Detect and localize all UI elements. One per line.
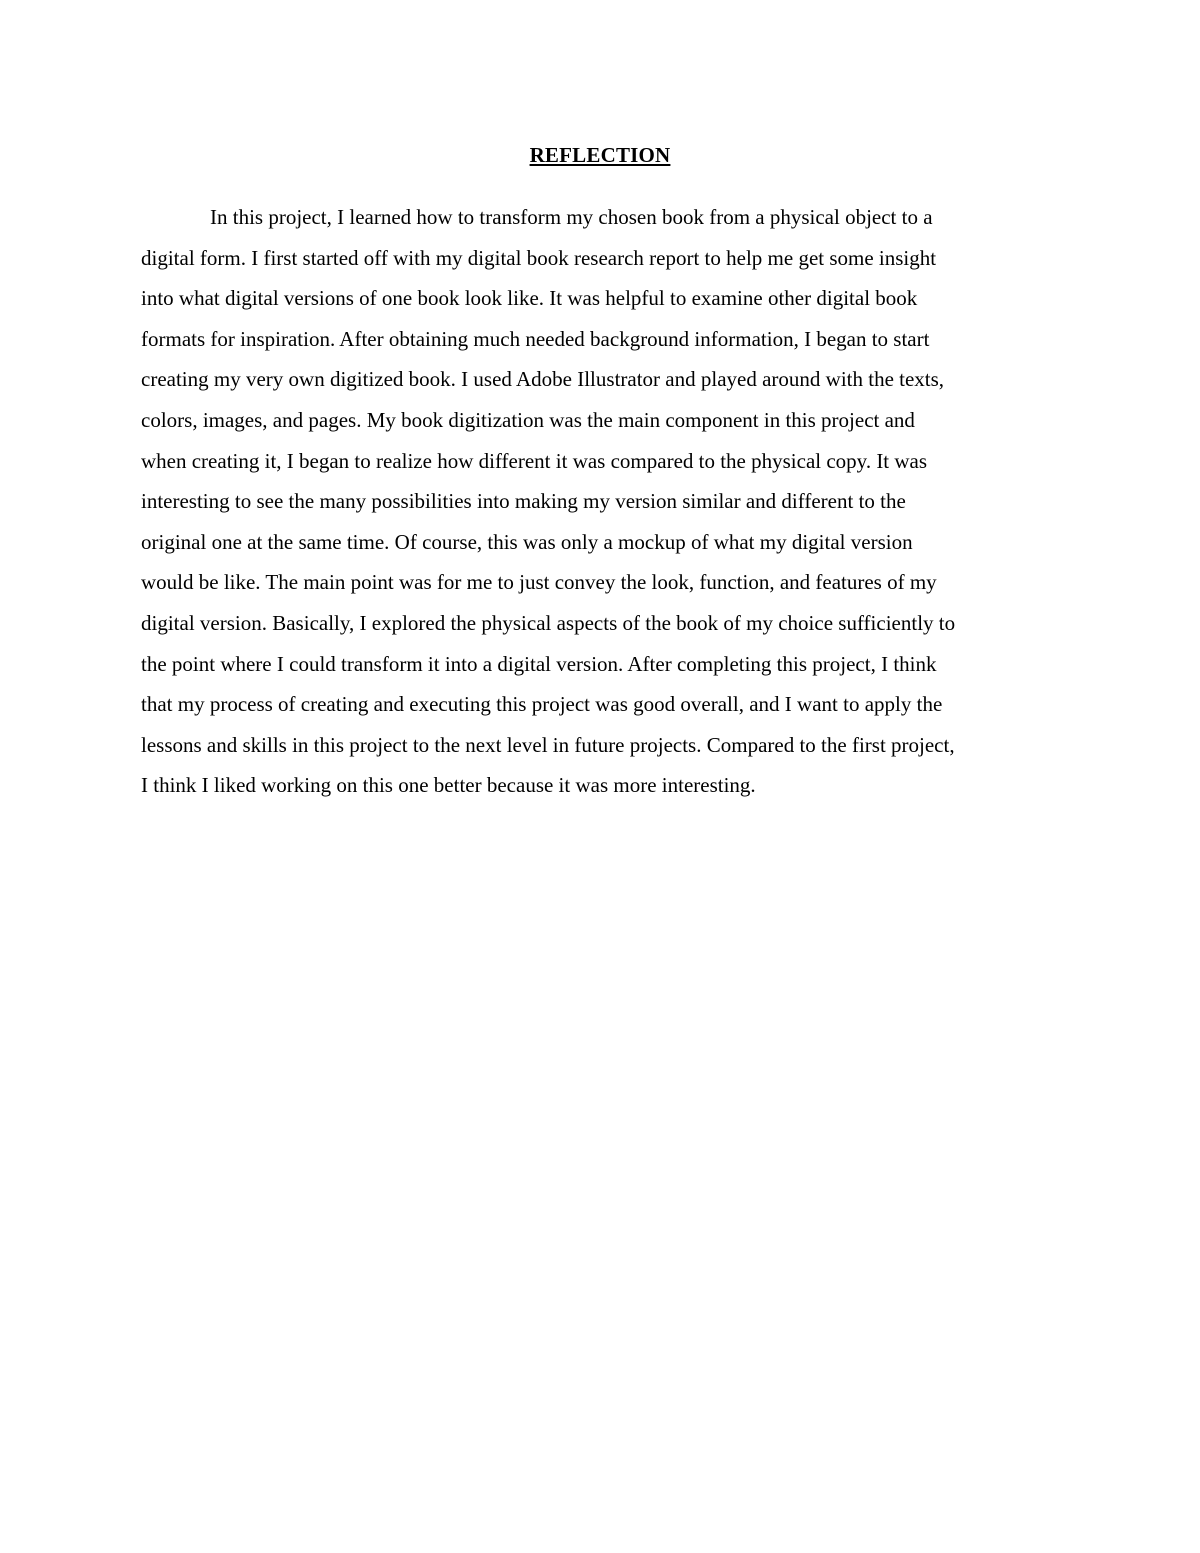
paragraph-line: lessons and skills in this project to the next level in future projects. Compared to the first project,: [141, 732, 955, 757]
paragraph-line: original one at the same time. Of course, this was only a mockup of what my digital version: [141, 529, 913, 554]
paragraph-line: colors, images, and pages. My book digitization was the main component in this project and: [141, 407, 915, 432]
paragraph-line: that my process of creating and executing this project was good overall, and I want to apply the: [141, 692, 943, 717]
page-title: REFLECTION: [529, 143, 671, 167]
paragraph-line: In this project, I learned how to transform my chosen book from a physical object to a: [210, 205, 933, 229]
paragraph-line: when creating it, I began to realize how different it was compared to the physical copy. It was: [141, 448, 928, 473]
paragraph-line: creating my very own digitized book. I used Adobe Illustrator and played around with the texts,: [141, 367, 945, 392]
paragraph-line: the point where I could transform it into a digital version. After completing this project, I think: [141, 651, 937, 676]
paragraph-line: digital version. Basically, I explored the physical aspects of the book of my choice sufficiently to: [141, 610, 956, 635]
paragraph-line: formats for inspiration. After obtaining much needed background information, I began to start: [141, 326, 930, 351]
paragraph-line: would be like. The main point was for me to just convey the look, function, and features of my: [141, 570, 937, 595]
paragraph-line: I think I liked working on this one better because it was more interesting.: [141, 773, 756, 798]
paragraph-line: into what digital versions of one book look like. It was helpful to examine other digital book: [141, 286, 918, 311]
paragraph-line: digital form. I first started off with my digital book research report to help me get some insight: [141, 245, 937, 270]
body-paragraph: [141, 197, 1081, 806]
paragraph-line: interesting to see the many possibilities into making my version similar and different to the: [141, 489, 906, 514]
